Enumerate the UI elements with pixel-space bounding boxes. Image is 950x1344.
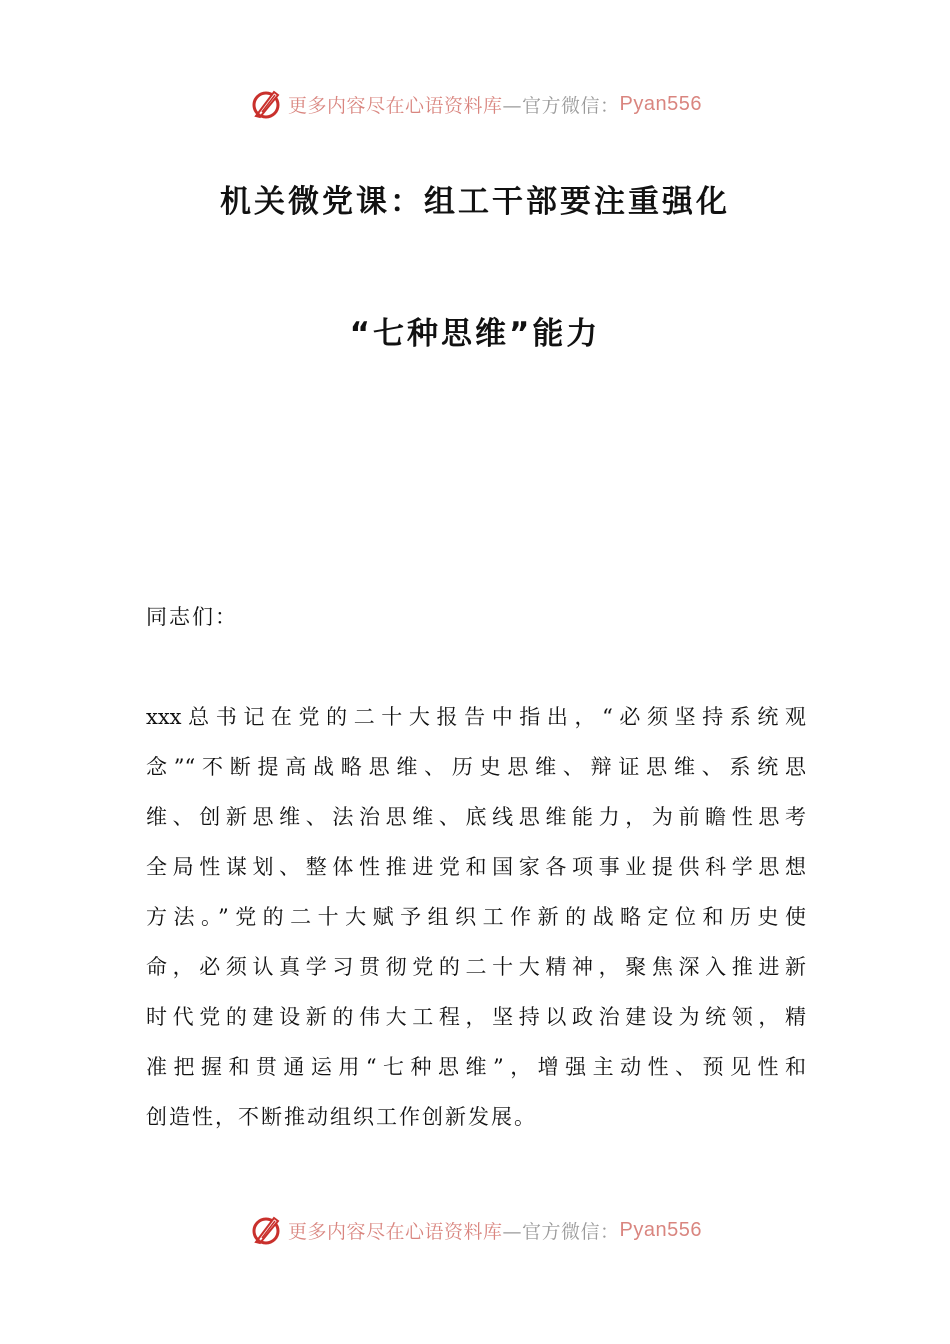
watermark-wechat-id: Pyan556 (619, 1218, 702, 1241)
paragraph-line: 时代党的建设新的伟大工程，坚持以政治建设为统领，精 (146, 1005, 806, 1029)
paragraph-line: 准把握和贯通运用“七种思维”，增强主动性、预见性和 (146, 1055, 806, 1079)
footer-watermark (0, 1208, 950, 1252)
paragraph-line: 全局性谋划、整体性推进党和国家各项事业提供科学思想 (146, 855, 806, 879)
watermark-sub-text: —官方微信： (502, 1220, 620, 1243)
paragraph-line: 方法。”党的二十大赋予组织工作新的战略定位和历史使 (146, 905, 806, 929)
paragraph-line: 命，必须认真学习贯彻党的二十大精神，聚焦深入推进新 (146, 955, 806, 979)
watermark-wechat-id: Pyan556 (619, 92, 702, 115)
watermark-sub-text: —官方微信： (502, 94, 620, 117)
quill-logo-icon (248, 86, 284, 122)
paragraph-line: 创造性，不断推动组织工作创新发展。 (146, 1105, 537, 1129)
document-title-line-1: 机关微党课：组工干部要注重强化 (220, 184, 730, 220)
paragraph-line: xxx总书记在党的二十大报告中指出，“必须坚持系统观 (146, 705, 806, 729)
quill-logo-icon (248, 1212, 284, 1248)
header-watermark (0, 82, 950, 126)
paragraph-line: 维、创新思维、法治思维、底线思维能力，为前瞻性思考 (146, 805, 806, 829)
greeting: 同志们： (146, 605, 238, 629)
paragraph-line: 念”“不断提高战略思维、历史思维、辩证思维、系统思 (146, 755, 806, 779)
watermark-main-text: 更多内容尽在心语资料库 (288, 94, 503, 117)
watermark-main-text: 更多内容尽在心语资料库 (288, 1220, 503, 1243)
document-title-line-2: “七种思维”能力 (349, 316, 601, 352)
